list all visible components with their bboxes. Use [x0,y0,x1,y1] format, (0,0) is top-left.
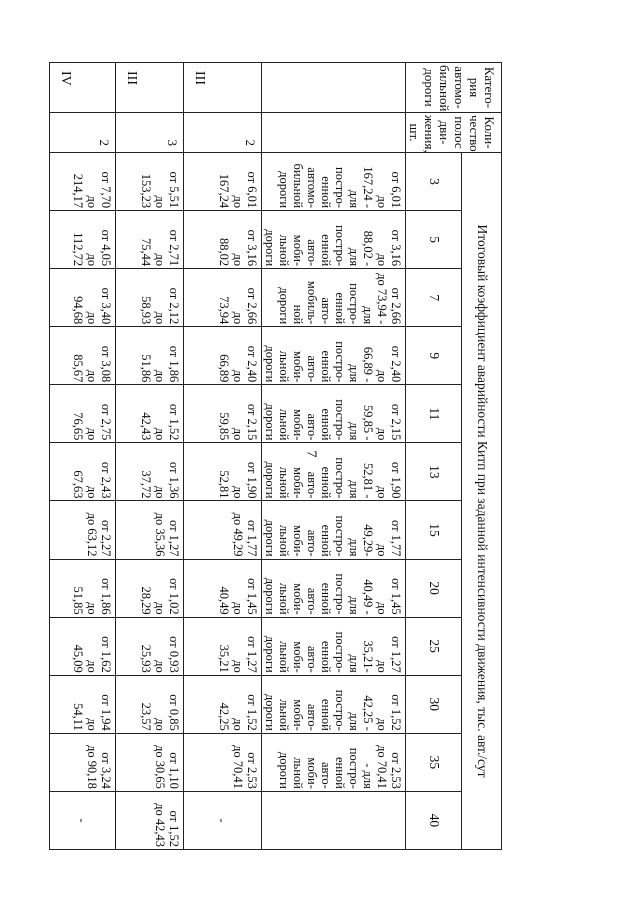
coefficient-cell: от 3,16 до 88,02 [184,211,262,269]
coefficient-cell: от 1,52 до 42,43 [116,791,184,849]
intensity-column-header: 20 [406,559,462,617]
coefficient-cell: от 4,05 до 112,72 [50,211,116,269]
table-body [50,63,406,850]
coefficient-cell: от 3,08 до 85,67 [50,327,116,385]
coefficient-cell: от 0,85 до 23,57 [116,675,184,733]
coefficient-cell: от 3,16 до 88,02 - для постро- енной авто- моби- льной дороги [262,211,406,269]
coefficient-cell: от 2,27 до 63,12 [50,501,116,559]
lanes-cell: 3 [116,113,184,153]
coefficient-cell: от 1,27 до 35,21 [184,617,262,675]
intensity-header-row [406,63,462,850]
rotated-table-wrapper [58,62,502,850]
intensity-column-header: 15 [406,501,462,559]
coefficient-cell: от 1,10 до 30,65 [116,733,184,791]
intensity-column-header: 9 [406,327,462,385]
intensity-column-header: 25 [406,617,462,675]
coefficient-cell: от 1,02 до 28,29 [116,559,184,617]
coefficient-cell: от 2,40 до 66,89 - для постро- енной авто- моби- льной дороги [262,327,406,385]
header-lanes: Коли- чество полос дви- жения, шт. [406,113,502,153]
coefficient-cell: от 2,15 до 59,85 - для постро- енной авто- моби- льной дороги [262,385,406,443]
category-cell: IV [50,63,116,113]
page-number: 7 [303,450,319,458]
coefficient-cell: от 1,36 до 37,72 [116,443,184,501]
table-row [50,63,116,850]
coefficient-cell: от 1,86 до 51,86 [116,327,184,385]
intensity-column-header: 3 [406,153,462,211]
coefficient-cell [262,791,406,849]
coefficient-cell: от 2,53 до 70,41 - для постро- енной авто- моби- льной дороги [262,733,406,791]
coefficient-cell: от 2,43 до 67,63 [50,443,116,501]
intensity-column-header: 7 [406,269,462,327]
coefficient-cell: от 1,62 до 45,09 [50,617,116,675]
intensity-column-header: 40 [406,791,462,849]
coefficient-cell: от 1,52 до 42,43 [116,385,184,443]
coefficient-cell: от 1,45 до 40,49 - для постро- енной авто- моби- льной дороги [262,559,406,617]
coefficient-cell: от 1,86 до 51,85 [50,559,116,617]
intensity-column-header: 11 [406,385,462,443]
header-main-title: Итоговый коэффициент аварийности Китп при заданной интенсивности движения, тыс. авт./сут [462,153,502,850]
coefficient-cell: от 1,52 до 42,25 - для постро- енной авто- моби- льной дороги [262,675,406,733]
coefficient-cell: от 2,12 до 58,93 [116,269,184,327]
coefficient-cell: от 1,27 до 35,36 [116,501,184,559]
coefficient-cell: - [184,791,262,849]
coefficient-cell: от 2,15 до 59,85 [184,385,262,443]
header-category: Катего- рия автомо- бильной дороги [406,63,502,113]
coefficient-cell: от 1,27 до 35,21- для постро- енной авто- моби- льной дороги [262,617,406,675]
category-cell: III [116,63,184,113]
coefficient-cell: от 2,66 до 73,94 - для постро- енной авто- мобиль- ной дороги [262,269,406,327]
coefficient-cell: от 7,70 до 214,17 [50,153,116,211]
coefficient-cell: от 1,77 до 49,29 [184,501,262,559]
table-row [262,63,406,850]
intensity-column-header: 35 [406,733,462,791]
coefficient-cell: от 2,66 до 73,94 [184,269,262,327]
coefficient-cell: от 5,51 до 153,23 [116,153,184,211]
coefficient-cell: от 2,53 до 70,41 [184,733,262,791]
table-row [116,63,184,850]
category-cell [262,63,406,113]
coefficient-cell: от 6,01 до 167,24 [184,153,262,211]
coefficient-cell: от 3,40 до 94,68 [50,269,116,327]
coefficient-cell: от 1,94 до 54,11 [50,675,116,733]
coefficient-cell: от 6,01 до 167,24 - для постро- енной автомо- бильной дороги [262,153,406,211]
lanes-cell: 2 [50,113,116,153]
coefficient-cell: от 1,90 до 52,81 - для постро- енной авто- моби- льной дороги [262,443,406,501]
coefficient-cell: - [50,791,116,849]
intensity-column-header: 5 [406,211,462,269]
lanes-cell [262,113,406,153]
category-cell: III [184,63,262,113]
coefficient-cell: от 2,40 до 66,89 [184,327,262,385]
intensity-column-header: 13 [406,443,462,501]
intensity-column-header: 30 [406,675,462,733]
coefficient-cell: от 2,75 до 76,65 [50,385,116,443]
coefficient-cell: от 1,77 до 49,29- для постро- енной авто- моби- льной дороги [262,501,406,559]
table-row [184,63,262,850]
lanes-cell: 2 [184,113,262,153]
coefficient-cell: от 2,71 до 75,44 [116,211,184,269]
accident-coefficient-table [49,62,502,850]
coefficient-cell: от 3,24 до 90,18 [50,733,116,791]
coefficient-cell: от 1,90 до 52,81 [184,443,262,501]
coefficient-cell: от 0,93 до 25,93 [116,617,184,675]
coefficient-cell: от 1,45 до 40,49 [184,559,262,617]
coefficient-cell: от 1,52 до 42,25 [184,675,262,733]
